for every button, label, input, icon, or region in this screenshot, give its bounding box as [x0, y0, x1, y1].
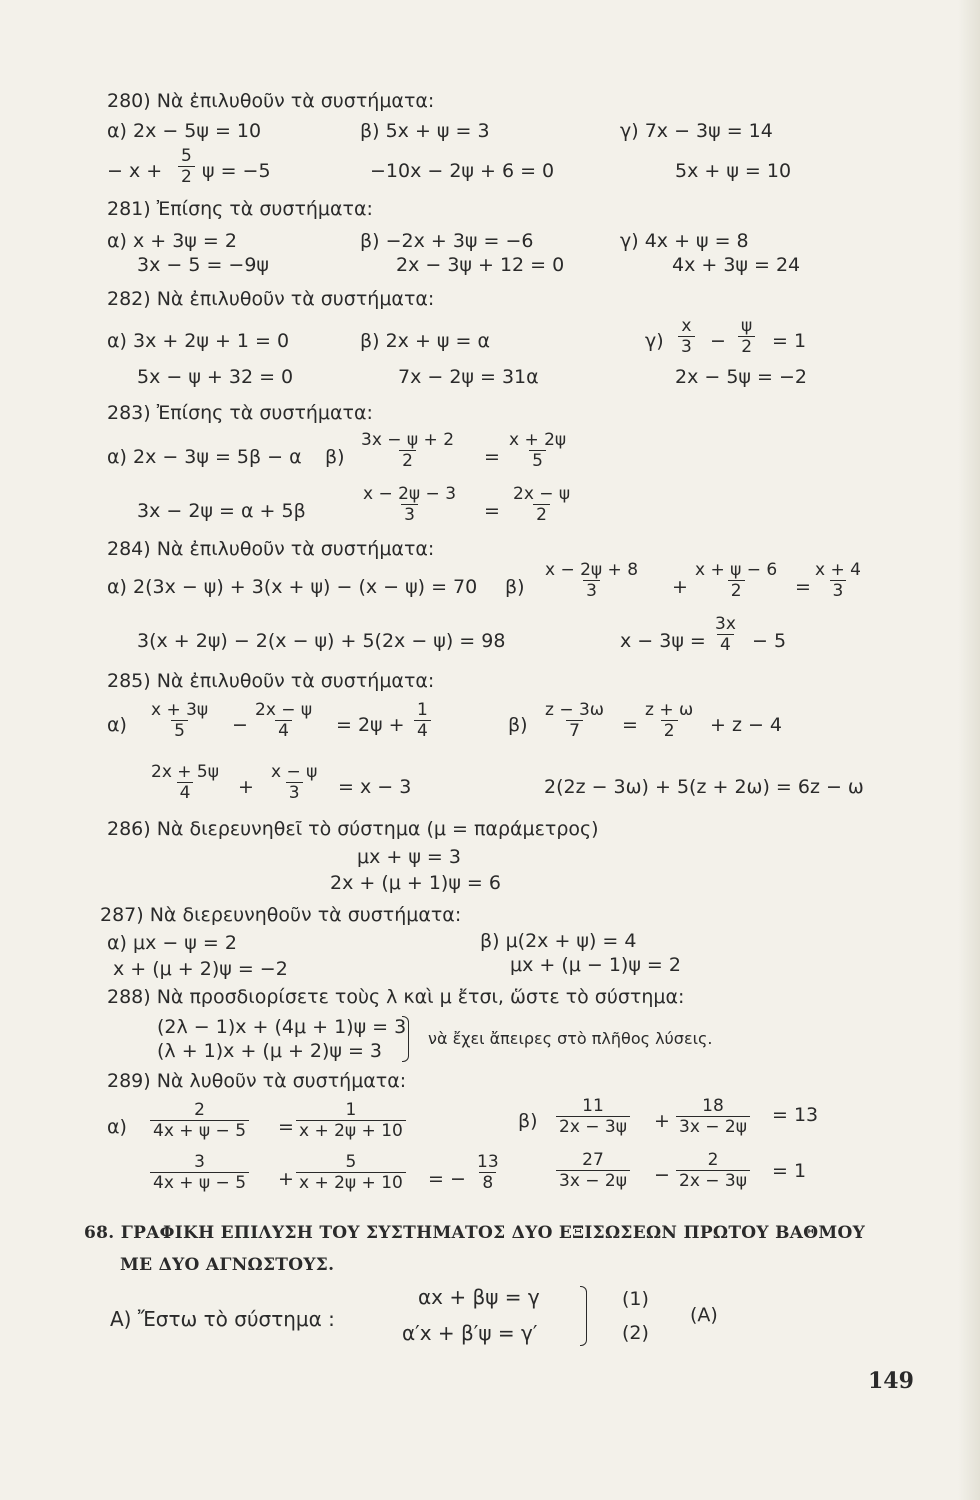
exercise-284-b-eq2-post: − 5 — [752, 630, 787, 652]
exercise-280-title: 280) Νὰ ἐπιλυθοῦν τὰ συστήματα: — [107, 90, 435, 112]
exercise-284-b-label: β) — [505, 576, 525, 598]
exercise-289-b-eq1-rhs: = 13 — [772, 1104, 819, 1126]
denominator: 4 — [177, 782, 194, 803]
denominator: 2 — [399, 450, 416, 471]
exercise-282-c-eq2: 2x − 5ψ = −2 — [675, 366, 807, 388]
numerator: 2x − ψ — [255, 700, 313, 720]
numerator: 3x — [715, 614, 736, 634]
exercise-285-a-eq1-minus: − — [232, 714, 248, 736]
exercise-289-a-eq2-fraction-2 — [296, 1152, 406, 1193]
numerator: x − 2ψ + 8 — [545, 560, 639, 580]
exercise-281-c-eq1: γ) 4x + ψ = 8 — [620, 230, 749, 252]
exercise-285-b-eq1-post: + z − 4 — [710, 714, 783, 736]
exercise-280-a-eq2-post: ψ = −5 — [202, 160, 271, 182]
exercise-282-a-eq2: 5x − ψ + 32 = 0 — [137, 366, 294, 388]
denominator: x + 2ψ + 10 — [296, 1172, 406, 1193]
exercise-282-c-label: γ) — [645, 330, 664, 352]
numerator: x + 2ψ — [509, 430, 567, 450]
numerator: 2x + 5ψ — [151, 762, 219, 782]
exercise-288-title: 288) Νὰ προσδιορίσετε τοὺς λ καὶ μ ἔτσι, ὥστε τὸ σύστημα: — [107, 986, 685, 1008]
numerator: 13 — [477, 1152, 499, 1172]
exercise-285-b-eq1-fraction-2 — [642, 700, 696, 741]
numerator: ψ — [741, 316, 753, 336]
denominator: 2 — [728, 580, 745, 601]
denominator: 3x − 2ψ — [676, 1116, 750, 1137]
denominator: 8 — [479, 1172, 496, 1193]
exercise-285-a-eq1-mid: = 2ψ + — [336, 714, 405, 736]
exercise-285-b-label: β) — [508, 714, 528, 736]
exercise-284-b-eq1-plus: + — [672, 576, 688, 598]
denominator: 3 — [830, 580, 847, 601]
denominator: 3 — [678, 336, 695, 357]
exercise-287-title: 287) Νὰ διερευνηθοῦν τὰ συστήματα: — [100, 904, 462, 926]
exercise-284-b-eq2-fraction — [712, 614, 739, 655]
exercise-283-title: 283) Ἐπίσης τὰ συστήματα: — [107, 402, 373, 424]
exercise-283-a-eq2: 3x − 2ψ = α + 5β — [137, 500, 306, 522]
exercise-289-b-eq2-fraction-2 — [676, 1150, 750, 1191]
exercise-285-b-eq2: 2(2z − 3ω) + 5(z + 2ω) = 6z − ω — [544, 776, 864, 798]
exercise-283-b-eq1-fraction-2 — [506, 430, 569, 471]
exercise-285-b-eq1-equals: = — [622, 714, 638, 736]
numerator: 11 — [582, 1096, 604, 1116]
denominator: 4 — [717, 634, 734, 655]
exercise-286-title: 286) Νὰ διερευνηθεῖ τὸ σύστημα (μ = παράμετρος) — [107, 818, 599, 840]
exercise-280-b-eq1: β) 5x + ψ = 3 — [360, 120, 490, 142]
numerator: x − 2ψ − 3 — [363, 484, 457, 504]
exercise-284-b-eq1-fraction-1 — [542, 560, 641, 601]
exercise-285-b-eq1-fraction-1 — [542, 700, 607, 741]
numerator: 1 — [345, 1100, 357, 1120]
exercise-289-a-eq2-mid: = − — [428, 1168, 466, 1190]
exercise-288-eq2: (λ + 1)x + (μ + 2)ψ = 3 — [157, 1040, 383, 1062]
exercise-288-condition: νὰ ἔχει ἄπειρες στὸ πλῆθος λύσεις. — [428, 1029, 713, 1048]
section-heading-line-1: 68. ΓΡΑΦΙΚΗ ΕΠΙΛΥΣΗ ΤΟΥ ΣΥΣΤΗΜΑΤΟΣ ΔΥΟ ΕΞΙΣΩΣΕΩΝ ΠΡΩΤΟΥ ΒΑΘΜΟΥ — [84, 1223, 866, 1243]
exercise-287-a-eq2: x + (μ + 2)ψ = −2 — [113, 958, 288, 980]
exercise-286-eq2: 2x + (μ + 1)ψ = 6 — [330, 872, 501, 894]
denominator: 5 — [171, 720, 188, 741]
exercise-285-a-eq2-plus: + — [238, 776, 254, 798]
denominator: x + 2ψ + 10 — [296, 1120, 406, 1141]
denominator: 4 — [275, 720, 292, 741]
numerator: 3x − ψ + 2 — [361, 430, 455, 450]
exercise-284-b-eq2-pre: x − 3ψ = — [620, 630, 706, 652]
exercise-284-b-eq1-fraction-2 — [692, 560, 780, 601]
denominator: 7 — [566, 720, 583, 741]
denominator: 2 — [661, 720, 678, 741]
denominator: 2x − 3ψ — [556, 1116, 630, 1137]
numerator: 1 — [417, 700, 428, 720]
denominator: 3 — [583, 580, 600, 601]
exercise-284-title: 284) Νὰ ἐπιλυθοῦν τὰ συστήματα: — [107, 538, 435, 560]
exercise-289-b-label: β) — [518, 1110, 538, 1132]
exercise-285-a-eq1-fraction-3 — [414, 700, 431, 741]
denominator: 5 — [529, 450, 546, 471]
exercise-285-title: 285) Νὰ ἐπιλυθοῦν τὰ συστήματα: — [107, 670, 435, 692]
numerator: x + 4 — [815, 560, 861, 580]
exercise-289-b-eq2-rhs: = 1 — [772, 1160, 807, 1182]
exercise-285-a-eq2-fraction-1 — [148, 762, 222, 803]
exercise-284-a-eq1: α) 2(3x − ψ) + 3(x + ψ) − (x − ψ) = 70 — [107, 576, 478, 598]
section-heading-line-2: ΜΕ ΔΥΟ ΑΓΝΩΣΤΟΥΣ. — [120, 1255, 335, 1275]
exercise-288-eq1: (2λ − 1)x + (4μ + 1)ψ = 3 — [157, 1016, 407, 1038]
exercise-285-a-eq1-fraction-2 — [252, 700, 315, 741]
exercise-280-a-eq2-fraction — [178, 146, 195, 187]
exercise-283-b-eq2-equals: = — [484, 500, 500, 522]
denominator: 2 — [533, 504, 550, 525]
numerator: x — [681, 316, 692, 336]
exercise-280-c-eq2: 5x + ψ = 10 — [675, 160, 792, 182]
exercise-287-a-eq1: α) μx − ψ = 2 — [107, 932, 237, 954]
exercise-287-b-eq2: μx + (μ − 1)ψ = 2 — [510, 954, 681, 976]
numerator: 2 — [194, 1100, 205, 1120]
exercise-283-b-label: β) — [325, 446, 345, 468]
exercise-282-c-fraction-1 — [678, 316, 695, 357]
numerator: 2 — [707, 1150, 719, 1170]
exercise-289-a-eq2-fraction-3 — [474, 1152, 502, 1193]
exercise-285-a-eq2-post: = x − 3 — [338, 776, 412, 798]
exercise-286-eq1: μx + ψ = 3 — [357, 846, 461, 868]
exercise-283-b-eq1-equals: = — [484, 446, 500, 468]
denominator: 4 — [414, 720, 431, 741]
exercise-289-a-eq1-fraction-1 — [150, 1100, 249, 1141]
numerator: x − ψ — [271, 762, 318, 782]
exercise-280-a-eq1: α) 2x − 5ψ = 10 — [107, 120, 262, 142]
part-a-equation-2: α′x + β′ψ = γ′ — [402, 1321, 538, 1345]
exercise-282-c-fraction-2 — [738, 316, 755, 357]
denominator: 2 — [738, 336, 755, 357]
exercise-289-b-eq2-minus: − — [654, 1164, 670, 1186]
exercise-289-b-eq2-fraction-1 — [556, 1150, 630, 1191]
exercise-289-b-eq1-fraction-2 — [676, 1096, 750, 1137]
exercise-289-a-eq2-plus: + — [278, 1168, 294, 1190]
exercise-281-title: 281) Ἐπίσης τὰ συστήματα: — [107, 198, 373, 220]
numerator: 2x − ψ — [513, 484, 571, 504]
equation-number-1: (1) — [622, 1288, 649, 1310]
exercise-282-title: 282) Νὰ ἐπιλυθοῦν τὰ συστήματα: — [107, 288, 435, 310]
exercise-285-a-eq1-fraction-1 — [148, 700, 211, 741]
exercise-283-a-eq1: α) 2x − 3ψ = 5β − α — [107, 446, 302, 468]
numerator: 27 — [582, 1150, 604, 1170]
exercise-281-a-eq1: α) x + 3ψ = 2 — [107, 230, 237, 252]
numerator: 5 — [181, 146, 192, 166]
exercise-289-b-eq1-fraction-1 — [556, 1096, 630, 1137]
exercise-282-c-operator: − — [710, 330, 726, 352]
equation-number-2: (2) — [622, 1322, 649, 1344]
exercise-282-c-rhs: = 1 — [772, 330, 807, 352]
exercise-285-a-eq2-fraction-2 — [268, 762, 320, 803]
numerator: z + ω — [645, 700, 694, 720]
exercise-281-b-eq2: 2x − 3ψ + 12 = 0 — [396, 254, 565, 276]
denominator: 3 — [286, 782, 303, 803]
exercise-283-b-eq2-fraction-2 — [510, 484, 573, 525]
exercise-282-a-eq1: α) 3x + 2ψ + 1 = 0 — [107, 330, 290, 352]
part-a-equation-1: αx + βψ = γ — [418, 1285, 540, 1309]
exercise-280-c-eq1: γ) 7x − 3ψ = 14 — [620, 120, 773, 142]
exercise-283-b-eq1-fraction-1 — [358, 430, 457, 471]
exercise-289-a-label: α) — [107, 1116, 127, 1138]
exercise-289-b-eq1-plus: + — [654, 1110, 670, 1132]
exercise-282-b-eq1: β) 2x + ψ = α — [360, 330, 490, 352]
denominator: 2x − 3ψ — [676, 1170, 750, 1191]
numerator: x + ψ − 6 — [695, 560, 778, 580]
exercise-284-a-eq2: 3(x + 2ψ) − 2(x − ψ) + 5(2x − ψ) = 98 — [137, 630, 506, 652]
numerator: 5 — [345, 1152, 357, 1172]
numerator: z − 3ω — [545, 700, 605, 720]
exercise-289-a-eq1-fraction-2 — [296, 1100, 406, 1141]
denominator: 3 — [401, 504, 418, 525]
denominator: 2 — [178, 166, 195, 187]
page-edge-shadow — [958, 0, 980, 1500]
exercise-289-a-eq2-fraction-1 — [150, 1152, 249, 1193]
part-a-intro: Α) Ἔστω τὸ σύστημα : — [110, 1307, 335, 1331]
system-tag: (Α) — [690, 1304, 718, 1326]
denominator: 3x − 2ψ — [556, 1170, 630, 1191]
numerator: x + 3ψ — [151, 700, 209, 720]
exercise-281-a-eq2: 3x − 5 = −9ψ — [137, 254, 269, 276]
exercise-280-a-eq2-pre: − x + — [107, 160, 163, 182]
numerator: 18 — [702, 1096, 724, 1116]
right-brace — [402, 1016, 409, 1062]
exercise-280-b-eq2: −10x − 2ψ + 6 = 0 — [370, 160, 555, 182]
exercise-287-b-eq1: β) μ(2x + ψ) = 4 — [480, 930, 637, 952]
denominator: 4x + ψ − 5 — [150, 1172, 249, 1193]
exercise-284-b-eq1-fraction-3 — [812, 560, 864, 601]
exercise-289-a-eq1-equals: = — [278, 1116, 294, 1138]
exercise-281-c-eq2: 4x + 3ψ = 24 — [672, 254, 801, 276]
right-brace — [580, 1286, 587, 1346]
denominator: 4x + ψ − 5 — [150, 1120, 249, 1141]
exercise-282-b-eq2: 7x − 2ψ = 31α — [398, 366, 539, 388]
numerator: 3 — [194, 1152, 205, 1172]
exercise-284-b-eq1-equals: = — [795, 576, 811, 598]
exercise-281-b-eq1: β) −2x + 3ψ = −6 — [360, 230, 534, 252]
exercise-283-b-eq2-fraction-1 — [360, 484, 459, 525]
exercise-289-title: 289) Νὰ λυθοῦν τὰ συστήματα: — [107, 1070, 407, 1092]
exercise-285-a-label: α) — [107, 714, 127, 736]
page-number: 149 — [868, 1368, 914, 1394]
